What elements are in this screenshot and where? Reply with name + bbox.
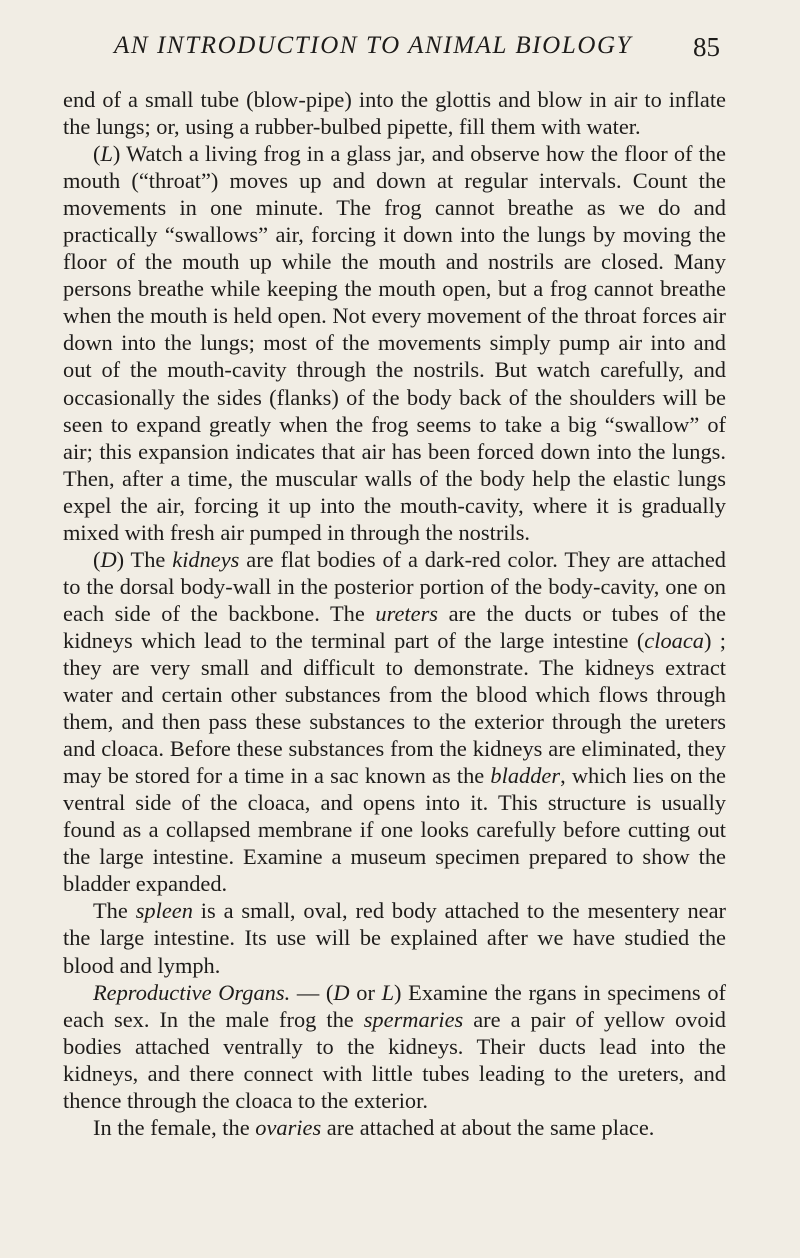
text-run: , which lies on the ventral side of the cloaca, and opens into it. This structure is usually found as a collapsed membrane if one looks carefully before cutting out the large intestine. Examine a museum specimen prepared to show the bladder expanded. — [63, 763, 726, 897]
text-run: are flat bodies of a dark-red color. They are attached to the dorsal body-wall in the posterior portion of the body-cavity, one on each side of the backbone. The — [63, 546, 726, 626]
italic-text-run: spleen — [135, 898, 193, 924]
text-run: are attached at about the same place. — [321, 1114, 655, 1140]
italic-text-run: spermaries — [363, 1006, 464, 1032]
italic-text-run: L — [381, 979, 395, 1005]
text-run: ) Watch a living frog in a glass jar, and observe how the floor of the mouth (“throat”) moves up and down at regular intervals. Count the movements in one minute. The frog cannot breathe as we do and practically “swallows” air, forcing it down into the lungs by moving the floor of the mouth up while the mouth and nostrils are closed. Many persons breathe while keeping the mouth open, but a frog cannot breathe when the mouth is held open. Not every movement of the throat forces air down into the lungs; most of the movements simply pump air into and out of the mouth-cavity through the nostrils. But watch carefully, and occasionally the sides (flanks) of the body back of the shoulders will be seen to expand greatly when the frog seems to take a big “swallow” of air; this expansion indicates that air has been forced down into the lungs. Then, after a time, the muscular walls of the body help the elastic lungs expel the air, forcing it up into the mouth-cavity, where it is gradually mixed with fresh air pumped in through the nostrils. — [63, 141, 726, 545]
text-run: ( — [93, 546, 101, 572]
italic-text-run: D — [100, 546, 117, 572]
paragraph-female-ovaries — [63, 1114, 726, 1141]
text-run: — ( — [290, 979, 334, 1005]
text-run: are the ducts or tubes of the kidneys which lead to the terminal part of the large intestine ( — [63, 600, 726, 653]
italic-text-run: L — [100, 141, 113, 167]
text-run: or — [349, 979, 382, 1005]
italic-text-run: bladder — [490, 763, 561, 789]
paragraph-breathing — [63, 140, 726, 546]
text-run: ) ; they are very small and difficult to demonstrate. The kidneys extract water and certain other substances from the blood which flows through them, and then pass these substances to the exterior through the ureters and cloaca. Before these substances from the kidneys are eliminated, they may be stored for a time in a sac known as the — [63, 627, 726, 789]
page-number: 85 — [693, 32, 720, 62]
paragraph-spleen — [63, 897, 726, 978]
text-run: ) The — [116, 546, 173, 572]
paragraph-reproductive-organs — [63, 979, 726, 1114]
text-run: In the female, the — [93, 1114, 256, 1140]
italic-text-run: cloaca — [644, 627, 704, 653]
italic-text-run: D — [333, 979, 350, 1005]
italic-text-run: ovaries — [255, 1114, 322, 1140]
text-run: is a small, oval, red body attached to the mesentery near the large intestine. Its use will be explained after we have studied the blood and lymph. — [63, 898, 726, 978]
text-run: The — [93, 898, 136, 924]
body-text — [63, 86, 726, 1141]
paragraph-blow-pipe — [63, 86, 726, 140]
italic-text-run: Reproductive Organs. — [93, 979, 291, 1005]
italic-text-run: kidneys — [172, 546, 240, 572]
text-run: ( — [93, 141, 101, 167]
running-head — [100, 32, 720, 72]
text-run: end of a small tube (blow-pipe) into the glottis and blow in air to inflate the lungs; or, using a rubber-bulbed pipette, fill them with water. — [63, 87, 726, 140]
italic-text-run: ureters — [375, 600, 439, 626]
paragraph-kidneys — [63, 546, 726, 898]
running-title: AN INTRODUCTION TO ANIMAL BIOLOGY — [114, 32, 633, 59]
text-run: are a pair of yellow ovoid bodies attached ventrally to the kidneys. Their ducts lead into the kidneys, and there connect with little tubes leading to the ureters, and thence through the cloaca to the exterior. — [63, 1006, 726, 1113]
text-run: ) Examine the rgans in specimens of each sex. In the male frog the — [63, 979, 726, 1032]
